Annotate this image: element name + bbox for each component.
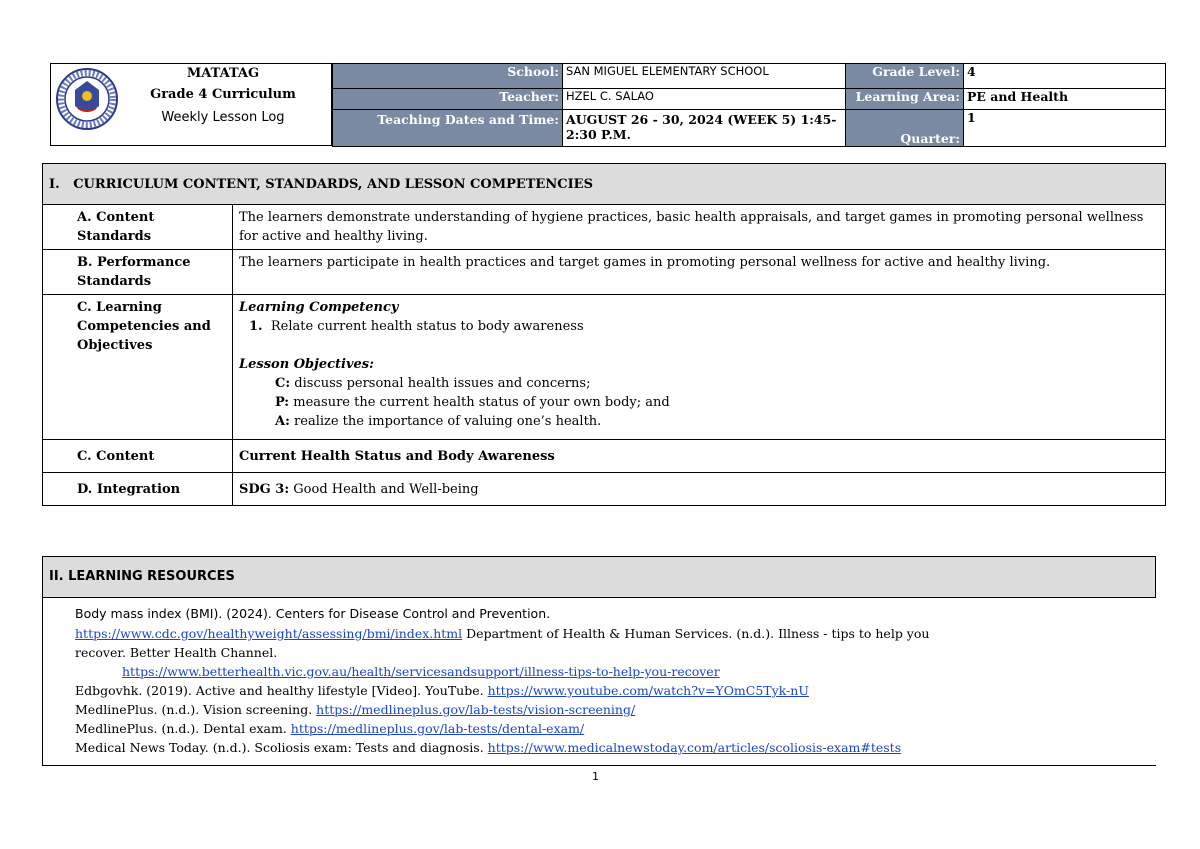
learning-area-value: PE and Health [964, 89, 1166, 110]
objective-c-key: C: [275, 376, 291, 391]
integration-text: Good Health and Well-being [293, 481, 479, 497]
resource-vision-link[interactable]: https://medlineplus.gov/lab-tests/vision-screening/ [316, 702, 636, 717]
grade-level-label: Grade Level: [846, 64, 964, 89]
resource-youtube-text: Edbgovhk. (2019). Active and healthy lifestyle [Video]. YouTube. [75, 683, 488, 698]
resource-bmi: Body mass index (BMI). (2024). Centers for Disease Control and Prevention. [75, 606, 551, 621]
objective-a [239, 412, 1159, 431]
school-label: School: [333, 64, 563, 89]
content-text: Current Health Status and Body Awareness [233, 440, 1166, 473]
header-title-log: Weekly Lesson Log [161, 110, 285, 125]
resource-line-6 [75, 700, 635, 719]
resource-scoliosis-link[interactable]: https://www.medicalnewstoday.com/articles/scoliosis-exam#tests [487, 740, 902, 755]
section1-title: CURRICULUM CONTENT, STANDARDS, AND LESSON COMPETENCIES [73, 176, 593, 192]
content-standards-label: A. Content Standards [43, 205, 233, 250]
resource-line-4 [122, 662, 720, 681]
objective-a-text: realize the importance of valuing one’s health. [294, 414, 602, 429]
learning-resources-body [42, 598, 1156, 766]
resource-line-8 [75, 738, 901, 757]
performance-standards-label: B. Performance Standards [43, 250, 233, 295]
header-info-table [332, 63, 1166, 147]
competencies-cell [233, 295, 1166, 440]
resource-line-7 [75, 719, 584, 738]
objective-p [239, 393, 1159, 412]
resource-dental-text: MedlinePlus. (n.d.). Dental exam. [75, 721, 291, 736]
teaching-dates-value: AUGUST 26 - 30, 2024 (WEEK 5) 1:45-2:30 P.M. [563, 110, 846, 147]
objective-p-key: P: [275, 395, 290, 410]
grade-level-value: 4 [964, 64, 1166, 89]
resource-vision-text: MedlinePlus. (n.d.). Vision screening. [75, 702, 317, 717]
learning-resources-heading: II. LEARNING RESOURCES [42, 556, 1156, 598]
integration-key: SDG 3: [239, 481, 290, 497]
competency-heading: Learning Competency [239, 300, 399, 315]
section1-heading [43, 164, 1166, 205]
competency-number: 1. [249, 319, 263, 334]
curriculum-content-table [42, 163, 1166, 506]
resource-line-5 [75, 681, 809, 700]
teacher-value: HZEL C. SALAO [563, 89, 846, 110]
section1-number: I. [49, 176, 60, 192]
quarter-value: 1 [964, 110, 1166, 147]
objective-p-text: measure the current health status of your own body; and [293, 395, 670, 410]
competency-text: Relate current health status to body awareness [270, 319, 584, 334]
learning-area-label: Learning Area: [846, 89, 964, 110]
header-title-curriculum: Grade 4 Curriculum [150, 87, 296, 102]
content-standards-text: The learners demonstrate understanding of hygiene practices, basic health appraisals, and target games in promoting personal wellness for active and healthy living. [233, 205, 1166, 250]
integration-cell [233, 473, 1166, 506]
content-label: C. Content [43, 440, 233, 473]
resource-scoliosis-text: Medical News Today. (n.d.). Scoliosis exam: Tests and diagnosis. [75, 740, 488, 755]
page-number: 1 [592, 770, 599, 783]
resource-dental-link[interactable]: https://medlineplus.gov/lab-tests/dental-exam/ [290, 721, 585, 736]
teaching-dates-label: Teaching Dates and Time: [333, 110, 563, 147]
deped-seal-icon [56, 68, 118, 130]
resource-betterhealth-link[interactable]: https://www.betterhealth.vic.gov.au/health/servicesandsupport/illness-tips-to-help-you-recover [122, 664, 720, 679]
objectives-heading: Lesson Objectives: [239, 357, 374, 372]
teacher-label: Teacher: [333, 89, 563, 110]
resource-dhhs-text: Department of Health & Human Services. (n.d.). Illness - tips to help you [462, 626, 930, 641]
integration-label: D. Integration [43, 473, 233, 506]
performance-standards-text: The learners participate in health practices and target games in promoting personal wellness for active and healthy living. [233, 250, 1166, 295]
objective-c-text: discuss personal health issues and concerns; [294, 376, 591, 391]
school-value: SAN MIGUEL ELEMENTARY SCHOOL [563, 64, 846, 89]
objective-c [239, 374, 1159, 393]
resource-line-2 [75, 624, 929, 643]
header-title-matatag: MATATAG [186, 66, 260, 81]
resource-cdc-link[interactable]: https://www.cdc.gov/healthyweight/assessing/bmi/index.html [75, 626, 463, 641]
resource-better-health: recover. Better Health Channel. [75, 645, 278, 660]
competency-item [239, 317, 1159, 336]
objective-a-key: A: [275, 414, 290, 429]
quarter-label: Quarter: [846, 110, 964, 147]
resource-youtube-link[interactable]: https://www.youtube.com/watch?v=YOmC5Tyk-nU [487, 683, 809, 698]
competencies-label: C. Learning Competencies and Objectives [43, 295, 233, 440]
